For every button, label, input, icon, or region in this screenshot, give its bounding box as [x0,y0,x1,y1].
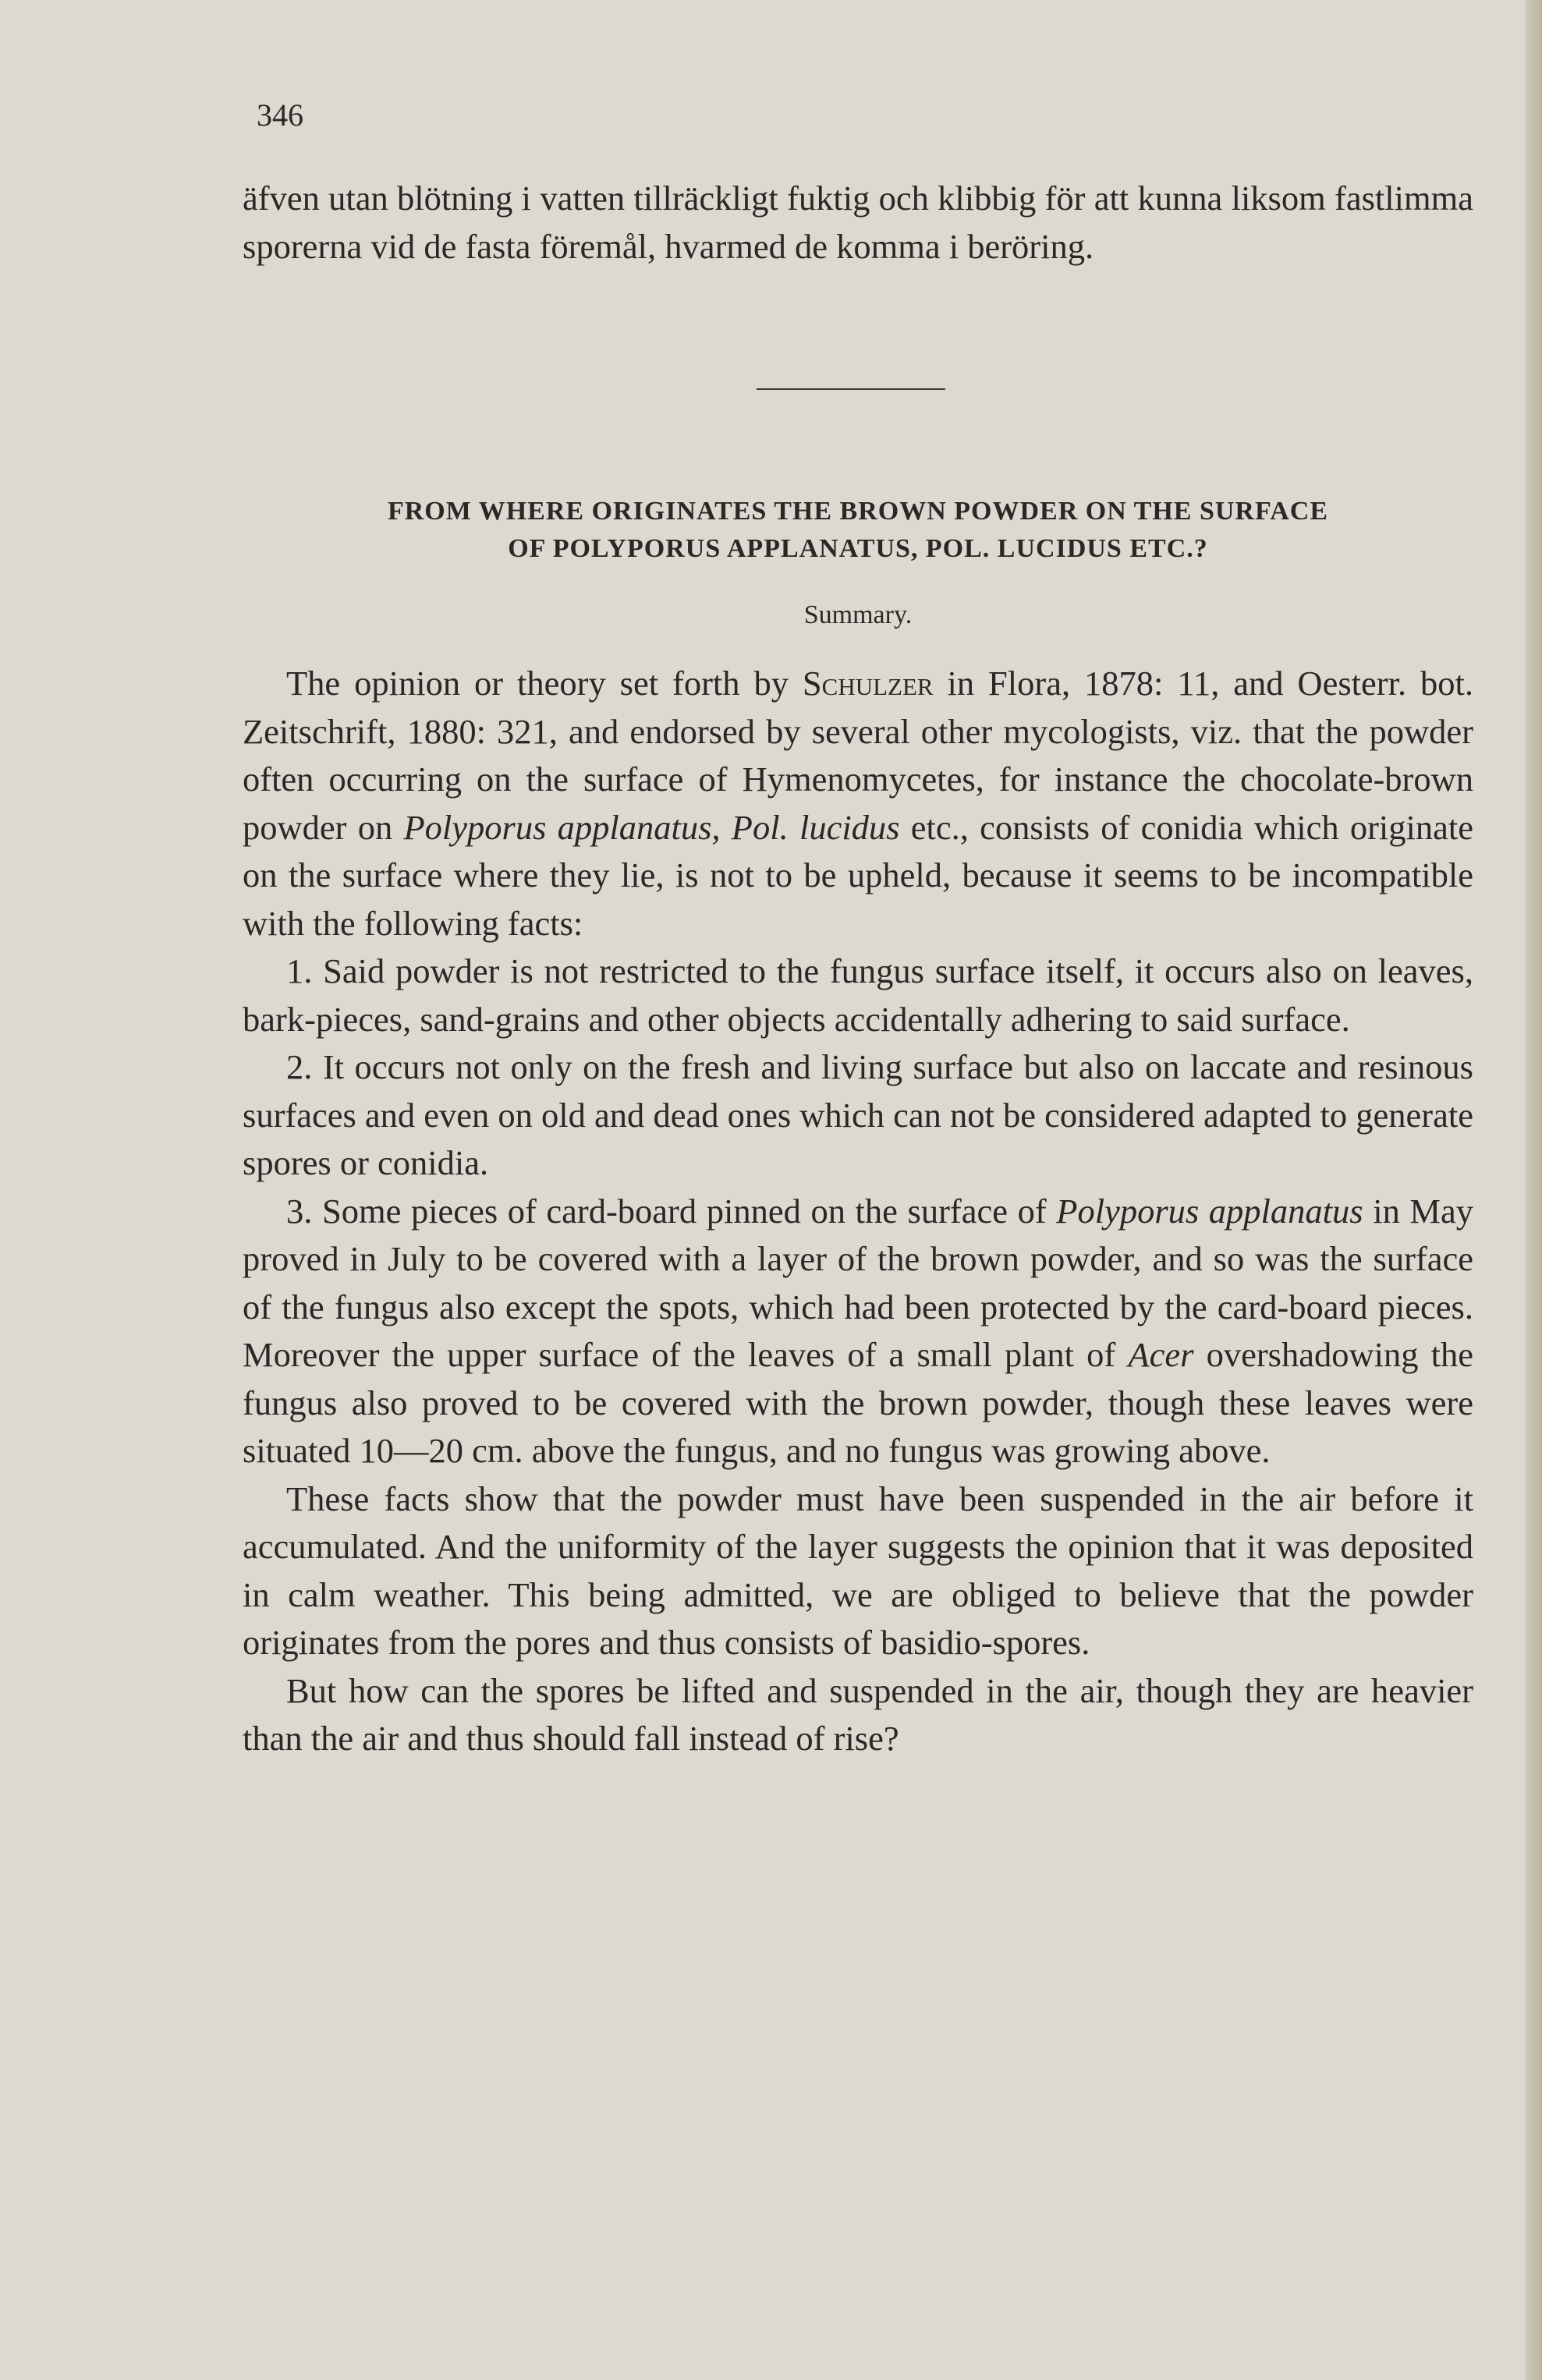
section-divider [757,388,945,390]
species-polyporus: Polyporus applanatus [1056,1191,1363,1231]
fact-2: 2. It occurs not only on the fresh and living surface but also on laccate and resinous surfaces and even on old and dead ones which can not be considered adapted to generate spores or conidia. [243,1047,1473,1182]
summary-heading: Summary. [803,600,913,629]
paragraph-question: But how can the spores be lifted and suspended in the air, though they are heavier than the air and thus should fall instead of rise? [243,1670,1473,1758]
fact-3 [243,1188,1473,1475]
page-number: 346 [257,97,303,133]
genus-acer: Acer [1128,1335,1194,1374]
author-name: Schulzer [802,664,934,703]
p4-text-b: in May proved in July to be covered with a layer of the brown powder, and so was the surface of the fungus also except the spots, which had been protected by the card-board pieces. Moreover the upper surface of the leaves of a small plant of [243,1191,1474,1374]
p4-text-c: overshadowing the fungus also proved to be covered with the brown powder, though these leaves were situated 10—20 cm. above the fungus, and no fungus was growing above. [243,1335,1473,1470]
page-edge [1525,0,1542,2380]
paragraph-opinion [243,660,1473,947]
fact-1: 1. Said powder is not restricted to the fungus surface itself, it occurs also on leaves, bark-pieces, sand-grains and other objects accidentally adhering to said surface. [243,951,1473,1039]
species-names: Polyporus applanatus, Pol. lucidus [403,807,900,847]
title-line-1: FROM WHERE ORIGINATES THE BROWN POWDER ON THE SURFACE [387,497,1328,526]
summary-body [243,660,1473,1763]
p1-text-c: etc., consists of conidia which originate on the surface where they lie, is not to be upheld, because it seems to be incompatible with the following facts: [243,807,1473,943]
article-title [243,493,1473,568]
paragraph-conclusion: These facts show that the powder must have been suspended in the air before it accumulated. And the uniformity of the layer suggests the opinion that it was deposited in calm weather. This being admitted, we are obliged to believe that the powder originates from the pores and thus consists of basidio-spores. [243,1479,1473,1662]
p1-text-a: The opinion or theory set forth by [286,664,803,703]
p1-text-b: in Flora, 1878: 11, and Oesterr. bot. Zeitschrift, 1880: 321, and endorsed by several other mycologists, viz. that the powder often occurring on the surface of Hymenomycetes, for instance the chocolate-brown powder on [243,664,1473,847]
p4-text-a: 3. Some pieces of card-board pinned on the surface of [286,1191,1057,1231]
intro-paragraph: äfven utan blötning i vatten tillräckligt fuktig och klibbig för att kunna liksom fastlimma sporerna vid de fasta föremål, hvarmed de komma i beröring. [243,179,1473,266]
title-line-2: OF POLYPORUS APPLANATUS, POL. LUCIDUS ETC.? [508,534,1208,563]
